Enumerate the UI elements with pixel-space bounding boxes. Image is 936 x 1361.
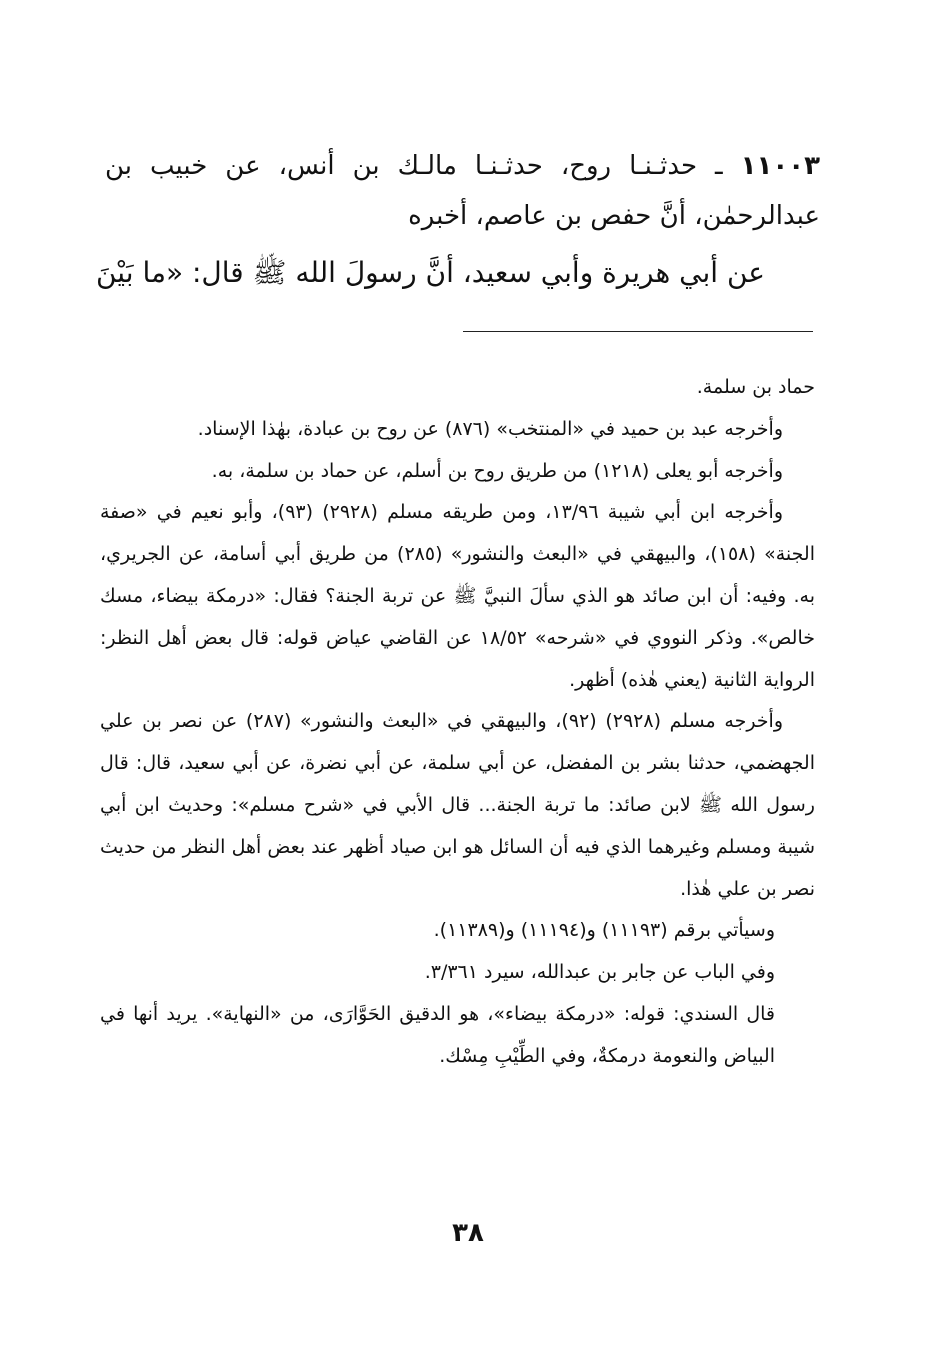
footnote-paragraph: حماد بن سلمة. <box>696 376 815 398</box>
page-number: ٣٨ <box>452 1218 484 1248</box>
hadith-number: ١١٠٠٣ <box>740 151 821 181</box>
footnote-paragraph: وأخرجه أبو يعلى (١٢١٨) من طريق روح بن أسلم، عن حماد بن سلمة، به. <box>211 459 783 482</box>
footnote-paragraph: وأخرجه عبد بن حميد في «المنتخب» (٨٧٦) عن روح بن عبادة، بهٰذا الإسناد. <box>197 417 783 440</box>
hadith-text-line-1 <box>105 138 820 194</box>
footnote-paragraph: قال السندي: قوله: «درمكة بيضاء»، هو الدقيق الحَوَّارَى، من «النهاية». يريد أنها في البياض والنعومة درمكةٌ، وفي الطِّيْبِ مِسْك. <box>100 1002 775 1067</box>
footnote-paragraph: وأخرجه مسلم (٢٩٢٨) (٩٢)، والبيهقي في «البعث والنشور» (٢٨٧) عن نصر بن علي الجهضمي، حدثنا بشر بن المفضل، عن أبي سلمة، عن أبي نضرة، عن أبي سعيد، قال: قال رسول الله ﷺ لابن صائد: ما تربة الجنة... قال الأبي في «شرح مسلم»: وحديث ابن أبي شيبة ومسلم وغيرهما الذي فيه أن السائل هو ابن صياد أظهر عند بعض أهل النظر من حديث نصر بن علي هٰذا. <box>100 710 815 900</box>
footnote-paragraph: وفي الباب عن جابر بن عبدالله، سيرد ٣/٣٦١. <box>424 961 775 984</box>
footnote-divider <box>463 331 813 332</box>
footnote-paragraph: وسيأتي برقم (١١١٩٣) و(١١١٩٤) و(١١٣٨٩). <box>433 919 775 942</box>
footnote-paragraph: وأخرجه ابن أبي شيبة ١٣/٩٦، ومن طريقه مسلم (٢٩٢٨) (٩٣)، وأبو نعيم في «صفة الجنة» (١٥٨)، والبيهقي في «البعث والنشور» (٢٨٥) من طريق أبي أسامة، عن الجريري، به. وفيه: أن ابن صائد هو الذي سألَ النبيَّ ﷺ عن تربة الجنة؟ فقال: «درمكة بيضاء، مسك خالص». وذكر النووي في «شرحه» ١٨/٥٢ عن القاضي عياض قوله: قال بعض أهل النظر: الرواية الثانية (يعني هٰذه) أظهر. <box>100 501 816 691</box>
hadith-line-1-text: ـ حدثـنـا روح، حدثـنـا مالـك بن أنس، عن خبيب بن <box>105 151 723 181</box>
hadith-text-line-2: عبدالرحمٰن، أنَّ حفص بن عاصم، أخبره <box>408 201 820 231</box>
footnotes <box>100 367 815 1078</box>
hadith-text-line-3: عن أبي هريرة وأبي سعيد، أنَّ رسولَ الله ﷺ قال: «ما بَيْنَ <box>95 256 765 289</box>
